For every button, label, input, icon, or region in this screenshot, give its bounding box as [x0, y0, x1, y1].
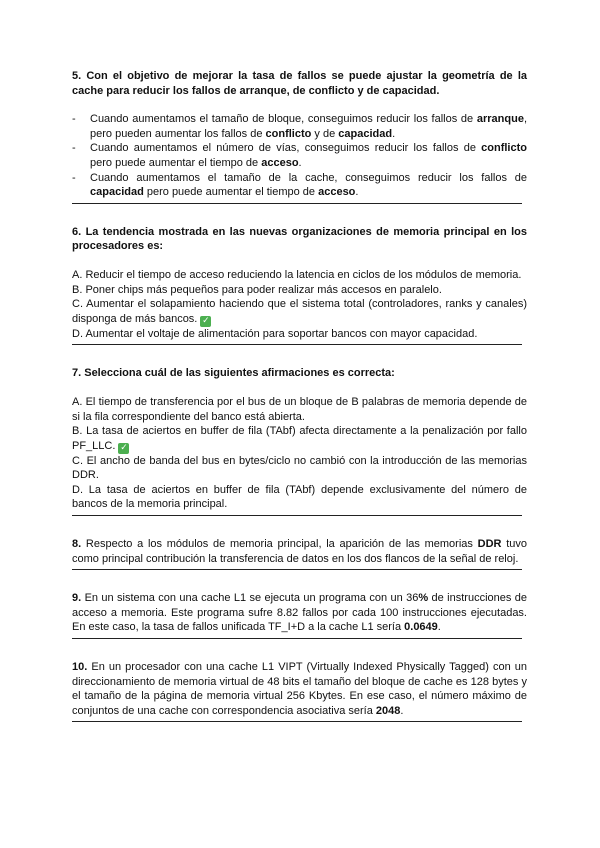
option-b: B. Poner chips más pequeños para poder realizar más accesos en paralelo.: [72, 283, 442, 296]
question-9: 9. En un sistema con una cache L1 se ejecuta un programa con un 36% de instrucciones de acceso a memoria. Este programa sufre 8.82 fallos por cada 100 instrucciones ejecutadas. En este caso, la tasa de fallos unificada TF_I+D a la cache L1 sería 0.0649.: [72, 592, 527, 634]
check-mark-icon: ✓: [202, 315, 210, 326]
option-c: C. El ancho de banda del bus en bytes/ciclo no cambió con la introducción de las memorias DDR.: [72, 454, 527, 482]
option-a: A. Reducir el tiempo de acceso reduciendo la latencia en ciclos de los módulos de memoria.: [72, 268, 522, 281]
question-10: 10. En un procesador con una cache L1 VIPT (Virtually Indexed Physically Tagged) con un direccionamiento de memoria virtual de 48 bits el tamaño del bloque de cache es 128 bytes y el tamaño de la página de memoria virtual 256 Kbytes. En ese caso, el número máximo de conjuntos de una cache con correspondencia asociativa sería 2048.: [72, 661, 527, 717]
option-c: C. Aumentar el solapamiento haciendo que el sistema total (controladores, ranks y canales) disponga de más bancos. ✓: [72, 298, 527, 326]
question-7-title: 7. Selecciona cuál de las siguientes afirmaciones es correcta:: [72, 367, 395, 380]
question-5-list: [72, 112, 527, 200]
list-item: - Cuando aumentamos el número de vías, conseguimos reducir los fallos de conflicto pero puede aumentar el tiempo de acceso.: [72, 141, 527, 170]
option-d: D. Aumentar el voltaje de alimentación para soportar bancos con mayor capacidad.: [72, 327, 478, 340]
question-6-title: 6. La tendencia mostrada en las nuevas organizaciones de memoria principal en los procesadores es:: [72, 225, 527, 253]
list-item: - Cuando aumentamos el tamaño de la cache, conseguimos reducir los fallos de capacidad pero puede aumentar el tiempo de acceso.: [72, 171, 527, 200]
question-8: 8. Respecto a los módulos de memoria principal, la aparición de las memorias DDR tuvo como principal contribución la transferencia de datos en los dos flancos de la señal de reloj.: [72, 538, 527, 565]
check-mark-icon: ✓: [120, 442, 128, 453]
option-a: A. El tiempo de transferencia por el bus de un bloque de B palabras de memoria depende de si la fila correspondiente del banco está abierta.: [72, 395, 527, 423]
separator-line: [72, 721, 522, 722]
document-page: [72, 69, 527, 722]
option-d: D. La tasa de aciertos en buffer de fila (TAbf) depende exclusivamente del número de bancos de la memoria principal.: [72, 483, 527, 511]
option-b: B. La tasa de aciertos en buffer de fila (TAbf) afecta directamente a la penalización por fallo PF_LLC. ✓: [72, 425, 527, 453]
list-item: - Cuando aumentamos el tamaño de bloque, conseguimos reducir los fallos de arranque, pero pueden aumentar los fallos de conflicto y de capacidad.: [72, 112, 527, 141]
question-5-title: 5. Con el objetivo de mejorar la tasa de fallos se puede ajustar la geometría de la cache para reducir los fallos de arranque, de conflicto y de capacidad.: [72, 70, 527, 97]
